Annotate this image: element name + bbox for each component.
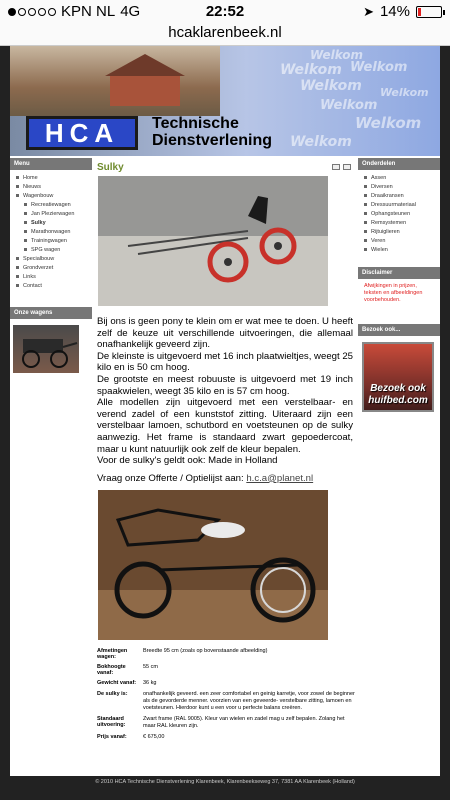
- hca-logo[interactable]: HCA: [26, 116, 138, 150]
- page-tools: [332, 164, 351, 170]
- onderdelen-item-label: Ophangsteunen: [371, 211, 411, 217]
- onderdelen-item-assen[interactable]: [364, 174, 440, 183]
- menu-item-home[interactable]: [16, 174, 92, 183]
- paragraph: Alle modellen zijn uitgevoerd met een verstelbaar- en verend zadel of een kunststof zitting. Uiteraard zijn een verstelbaar lamoen, schutbord en voetsteunen op de sulky aanwezig. Het frame is standaard zwart gepoedercoat, maar u kunt natuurlijk ook zelf de kleur bepalen.: [97, 397, 353, 455]
- url-text: hcaklarenbeek.nl: [168, 24, 282, 41]
- spec-key: Bokhoogte vanaf:: [97, 664, 126, 677]
- carrier-label: KPN NL: [61, 3, 116, 20]
- email-icon[interactable]: [343, 164, 351, 170]
- onderdelen-item-draaikransen[interactable]: [364, 192, 440, 201]
- wagon-thumbnail-image[interactable]: [13, 325, 79, 373]
- menu-item-label: Home: [23, 175, 38, 181]
- menu-item-recreatiewagen[interactable]: [16, 201, 92, 210]
- site-container: [10, 46, 440, 776]
- spec-value: Breedte 95 cm (zoals op bovenstaande afbeelding): [143, 648, 268, 655]
- company-name: [152, 115, 272, 149]
- bullet-icon: [364, 239, 367, 242]
- sulky-detail-photo: [98, 490, 328, 640]
- menu-item-wagenbouw[interactable]: [16, 192, 92, 201]
- spec-row: [95, 646, 355, 662]
- menu-item-grondverzet[interactable]: [16, 264, 92, 273]
- spec-row: [95, 732, 355, 743]
- welkom-text: Welkom: [300, 78, 362, 94]
- onderdelen-item-label: Veren: [371, 238, 386, 244]
- bullet-icon: [24, 230, 27, 233]
- main-content: [95, 158, 355, 743]
- menu-item-label: Grondverzet: [23, 265, 54, 271]
- spec-value: Zwart frame (RAL 9005). Kleur van wielen en zadel mag u zelf bepalen. Zolang het maar RAL kleuren zijn.: [143, 716, 345, 730]
- status-bar: [0, 0, 450, 24]
- menu-title: Menu: [10, 158, 92, 170]
- site-header: [10, 46, 440, 156]
- address-bar[interactable]: [0, 24, 450, 46]
- welkom-text: Welkom: [290, 134, 352, 150]
- bullet-icon: [16, 185, 19, 188]
- menu-item-label: Links: [23, 274, 36, 280]
- onderdelen-item-label: Rijtuiglieren: [371, 229, 400, 235]
- clock: 22:52: [205, 3, 245, 20]
- spec-row: [95, 662, 355, 678]
- onderdelen-title: Onderdelen: [358, 158, 440, 170]
- spec-row: [95, 689, 355, 714]
- onderdelen-item-diversen[interactable]: [364, 183, 440, 192]
- welkom-text: Welkom: [280, 62, 342, 78]
- onderdelen-menu: [358, 170, 440, 259]
- bullet-icon: [16, 284, 19, 287]
- bullet-icon: [16, 275, 19, 278]
- menu-item-trainingwagen[interactable]: [16, 237, 92, 246]
- bullet-icon: [364, 230, 367, 233]
- right-sidebar: [358, 158, 440, 412]
- onderdelen-item-remsystemen[interactable]: [364, 219, 440, 228]
- company-name-line1: Technische: [152, 115, 239, 132]
- paragraph: De kleinste is uitgevoerd met 16 inch plaatwieltjes, weegt 25 kilo en is 50 cm hoog.: [97, 350, 353, 374]
- location-arrow-icon: ➤: [363, 3, 374, 19]
- onze-wagens-title: Onze wagens: [10, 307, 92, 319]
- spec-value: 36 kg: [143, 680, 157, 687]
- bullet-icon: [364, 221, 367, 224]
- network-label: 4G: [120, 3, 141, 20]
- welkom-text: Welkom: [320, 98, 378, 113]
- left-sidebar: [10, 158, 92, 373]
- menu-item-label: SPG wagen: [31, 247, 61, 253]
- welkom-text: Welkom: [355, 114, 422, 132]
- onderdelen-item-label: Wielen: [371, 247, 388, 253]
- menu-item-spg-wagen[interactable]: [16, 246, 92, 255]
- page-title-text: Sulky: [97, 162, 124, 173]
- spec-value: € 675,00: [143, 734, 165, 741]
- onderdelen-item-label: Dressuurmateriaal: [371, 202, 416, 208]
- menu-item-sulky[interactable]: [16, 219, 92, 228]
- advert-line2: huifbed.com: [368, 395, 428, 406]
- bullet-icon: [24, 248, 27, 251]
- spec-value: 55 cm: [143, 664, 158, 671]
- company-name-line2: Dienstverlening: [152, 132, 273, 149]
- menu-item-jan-plezierwagen[interactable]: [16, 210, 92, 219]
- contact-text: Vraag onze Offerte / Optielijst aan:: [97, 472, 247, 484]
- bullet-icon: [364, 212, 367, 215]
- menu-item-label: Nieuws: [23, 184, 42, 190]
- paragraph: Voor de sulky's geldt ook: Made in Holland: [97, 455, 278, 467]
- menu-item-label: Contact: [23, 283, 42, 289]
- bullet-icon: [24, 239, 27, 242]
- menu-item-label: Jan Plezierwagen: [31, 211, 75, 217]
- onderdelen-item-label: Remsystemen: [371, 220, 407, 226]
- menu-item-label: Trainingwagen: [31, 238, 67, 244]
- site-footer: © 2010 HCA Technische Dienstverlening Klarenbeek, Klarenbeekseweg 37, 7381 AA Klarenbeek (Holland): [95, 779, 355, 785]
- onderdelen-item-label: Assen: [371, 175, 387, 181]
- spec-row: [95, 678, 355, 689]
- menu-item-contact[interactable]: [16, 282, 92, 291]
- onderdelen-item-rijtuiglieren[interactable]: [364, 228, 440, 237]
- company-building-photo: [10, 46, 220, 116]
- bullet-icon: [364, 176, 367, 179]
- bullet-icon: [364, 203, 367, 206]
- advert-text: [364, 383, 432, 407]
- bullet-icon: [364, 185, 367, 188]
- disclaimer-title: Disclaimer: [358, 267, 440, 279]
- menu-item-label: Recreatiewagen: [31, 202, 71, 208]
- bullet-icon: [16, 194, 19, 197]
- menu-item-label: Sulky: [31, 220, 46, 226]
- sulky-photo: [98, 176, 328, 306]
- contact-line: [97, 473, 353, 485]
- onderdelen-item-wielen[interactable]: [364, 246, 440, 255]
- bullet-icon: [364, 194, 367, 197]
- disclaimer-text: Afwijkingen in prijzen, teksten en afbeeldingen voorbehouden.: [364, 283, 423, 303]
- spec-key: Prijs vanaf:: [97, 734, 127, 741]
- spec-key: De sulky is:: [97, 691, 128, 698]
- paragraph: Bij ons is geen pony te klein om er wat mee te doen. U heeft zelf de keuze uit verschillende uitvoeringen, die allemaal onafhankelijk geveerd zijn.: [97, 316, 353, 351]
- welkom-text: Welkom: [350, 60, 408, 75]
- bullet-icon: [24, 203, 27, 206]
- menu-item-label: Marathonwagen: [31, 229, 71, 235]
- spec-table: [95, 646, 355, 743]
- onderdelen-item-label: Draaikransen: [371, 193, 404, 199]
- status-right: [363, 3, 442, 20]
- menu-item-nieuws[interactable]: [16, 183, 92, 192]
- spec-key: Gewicht vanaf:: [97, 680, 137, 687]
- spec-key: Standaard uitvoering:: [97, 716, 126, 729]
- menu-item-links[interactable]: [16, 273, 92, 282]
- page-title: [95, 158, 355, 176]
- battery-icon: [416, 6, 442, 18]
- huifbed-advert[interactable]: [362, 342, 434, 412]
- bullet-icon: [24, 221, 27, 224]
- bullet-icon: [16, 257, 19, 260]
- spec-key: Afmetingen wagen:: [97, 648, 128, 661]
- advert-line1: Bezoek ook: [370, 383, 426, 394]
- onderdelen-item-dressuurmateriaal[interactable]: [364, 201, 440, 210]
- bullet-icon: [24, 212, 27, 215]
- bullet-icon: [16, 176, 19, 179]
- menu-item-label: Specialbouw: [23, 256, 55, 262]
- spec-value: onafhankelijk geveerd. een zeer comfortabel en geinig karretje, voor zowel de beginner als de gevorderde menner. voorzien van een geveerde- verstelbare zitting, lamoen en voetsteunen. Hierdoor kunt u een voor u perfecte balans creëren.: [143, 691, 355, 712]
- print-icon[interactable]: [332, 164, 340, 170]
- page-background: [0, 46, 450, 800]
- welkom-text: Welkom: [310, 48, 364, 62]
- menu-item-marathonwagen[interactable]: [16, 228, 92, 237]
- menu-item-label: Wagenbouw: [23, 193, 54, 199]
- bezoek-title: Bezoek ook...: [358, 324, 440, 336]
- main-menu: [10, 170, 92, 295]
- bullet-icon: [16, 266, 19, 269]
- description: [95, 306, 355, 484]
- battery-percent: 14%: [379, 3, 410, 20]
- onderdelen-item-ophangsteunen[interactable]: [364, 210, 440, 219]
- menu-item-specialbouw[interactable]: [16, 255, 92, 264]
- email-link[interactable]: h.c.a@planet.nl: [246, 472, 314, 484]
- bullet-icon: [364, 248, 367, 251]
- paragraph: De grootste en meest robuuste is uitgevoerd met 19 inch spaakwielen, weegt 35 kilo en is 57 cm hoog.: [97, 373, 353, 397]
- onderdelen-item-label: Diversen: [371, 184, 393, 190]
- onderdelen-item-veren[interactable]: [364, 237, 440, 246]
- spec-row: [95, 714, 355, 732]
- welkom-text: Welkom: [380, 86, 429, 99]
